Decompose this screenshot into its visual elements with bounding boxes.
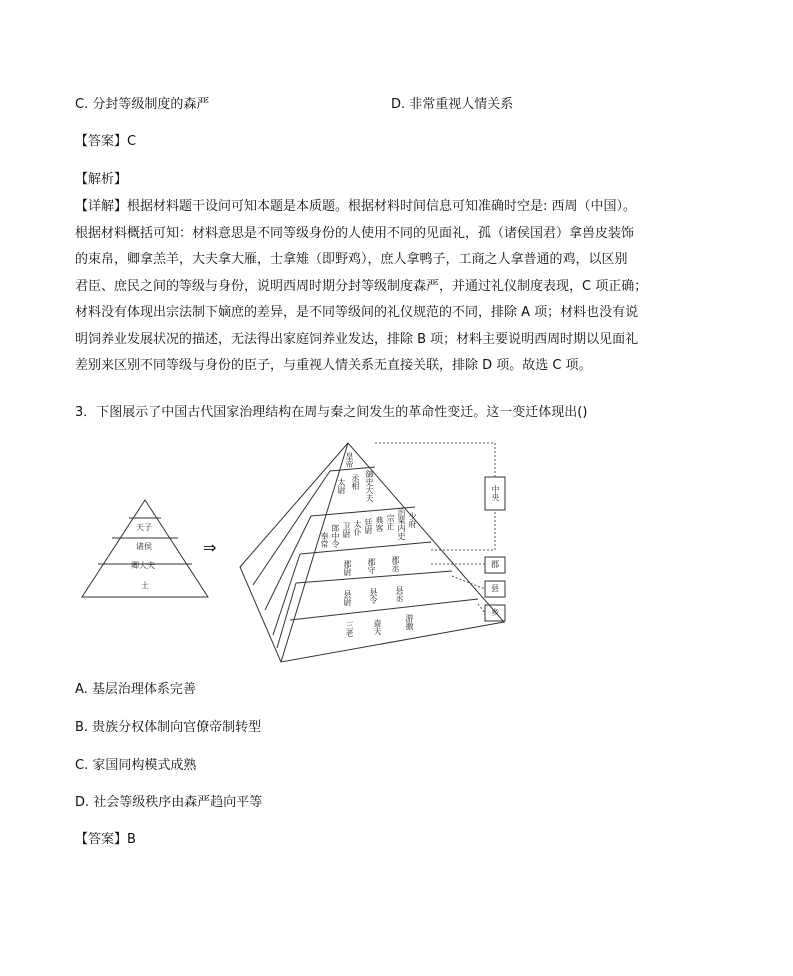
explanation-line: 君臣、庶民之间的等级与身份，说明西周时期分封等级制度森严，并通过礼仪制度表现，C 项正确； [75, 278, 648, 294]
answer-label: 【答案】 [75, 134, 128, 149]
qin-minister: 廷尉 [364, 518, 373, 534]
option-c: C. 分封等级制度的森严 [75, 97, 210, 112]
option-d: D. 社会等级秩序由森严趋向平等 [75, 795, 263, 810]
transition-arrow: ⇒ [203, 538, 217, 557]
qin-minister: 卫尉 [342, 522, 351, 538]
pyramid-lines [75, 440, 515, 670]
qin-emperor: 皇帝 [345, 452, 354, 468]
qin-minister: 治粟内史 [397, 508, 406, 540]
option-a: A. 基层治理体系完善 [75, 682, 196, 697]
explanation-line: 差别来区别不同等级与身份的臣子，与重视人情关系无直接关联，排除 D 项。故选 C 项。 [75, 358, 592, 373]
explanation-line: 明饲养业发展状况的描述，无法得出家庭饲养业发达，排除 B 项；材料主要说明西周时期以见面礼 [75, 331, 639, 347]
answer-label: 【答案】 [75, 832, 128, 847]
option-b: B. 贵族分权体制向官僚帝制转型 [75, 720, 262, 735]
explanation-line: 材料没有体现出宗法制下嫡庶的差异，是不同等级间的礼仪规范的不同，排除 A 项；材料也没有说 [75, 305, 639, 320]
answer-value: C [127, 134, 137, 149]
explanation-line: 的束帛，卿拿羔羊，大夫拿大雁，士拿雉（即野鸡），庶人拿鸭子，工商之人拿普通的鸡，以区别 [75, 252, 628, 267]
qin-xian-official: 县尉 [343, 590, 352, 606]
qin-minister: 奉常 [320, 532, 329, 548]
qin-minister: 典客 [375, 516, 384, 532]
zhou-tier-qingdafu: 卿大夫 [131, 561, 155, 570]
explanation-line: 【详解】根据材料题干设问可知本题是本质题。根据材料时间信息可知准确时空是: 西周（中国）。 [75, 199, 637, 214]
option-d: D. 非常重视人情关系 [391, 97, 514, 112]
answer-value: B [127, 832, 136, 847]
qin-xiang-official: 游徼 [405, 614, 414, 630]
qin-taiwei: 太尉 [337, 478, 346, 494]
explanation-line: 根据材料概括可知：材料意思是不同等级身份的人使用不同的见面礼，孤（诸侯国君）拿兽皮装饰 [75, 225, 635, 241]
qin-yushidafu: 御史大夫 [365, 470, 374, 502]
side-label-xiang: 乡 [491, 608, 499, 617]
side-label-jun: 郡 [491, 560, 499, 569]
qin-xian-official: 县丞 [395, 586, 404, 602]
qin-jun-official: 郡尉 [343, 560, 352, 576]
qin-chengxiang: 丞相 [351, 474, 360, 490]
answer-line [75, 133, 136, 151]
option-c: C. 家国同构模式成熟 [75, 758, 197, 773]
analysis-label: 【解析】 [75, 172, 128, 187]
side-label-central: 中央 [491, 485, 500, 501]
qin-xiang-official: 啬夫 [373, 619, 382, 635]
qin-jun-official: 郡丞 [391, 556, 400, 572]
qin-xiang-official: 三老 [345, 621, 354, 637]
zhou-tier-zhuhou: 诸侯 [136, 542, 152, 551]
qin-xian-official: 县令 [369, 588, 378, 604]
zhou-tier-shi: 士 [141, 581, 149, 590]
explanation-paragraph [75, 194, 717, 380]
side-label-xian: 县 [491, 584, 499, 593]
qin-minister: 宗正 [386, 514, 395, 530]
question-stem: 3．下图展示了中国古代国家治理结构在周与秦之间发生的革命性变迁。这一变迁体现出() [75, 405, 588, 420]
answer-line [75, 831, 136, 849]
qin-minister: 太仆 [353, 520, 362, 536]
governance-diagram [75, 440, 515, 670]
qin-jun-official: 郡守 [367, 558, 376, 574]
zhou-tier-tianzi: 天子 [136, 523, 152, 532]
qin-minister: 少府 [408, 512, 417, 528]
qin-minister: 郎中令 [331, 524, 340, 548]
